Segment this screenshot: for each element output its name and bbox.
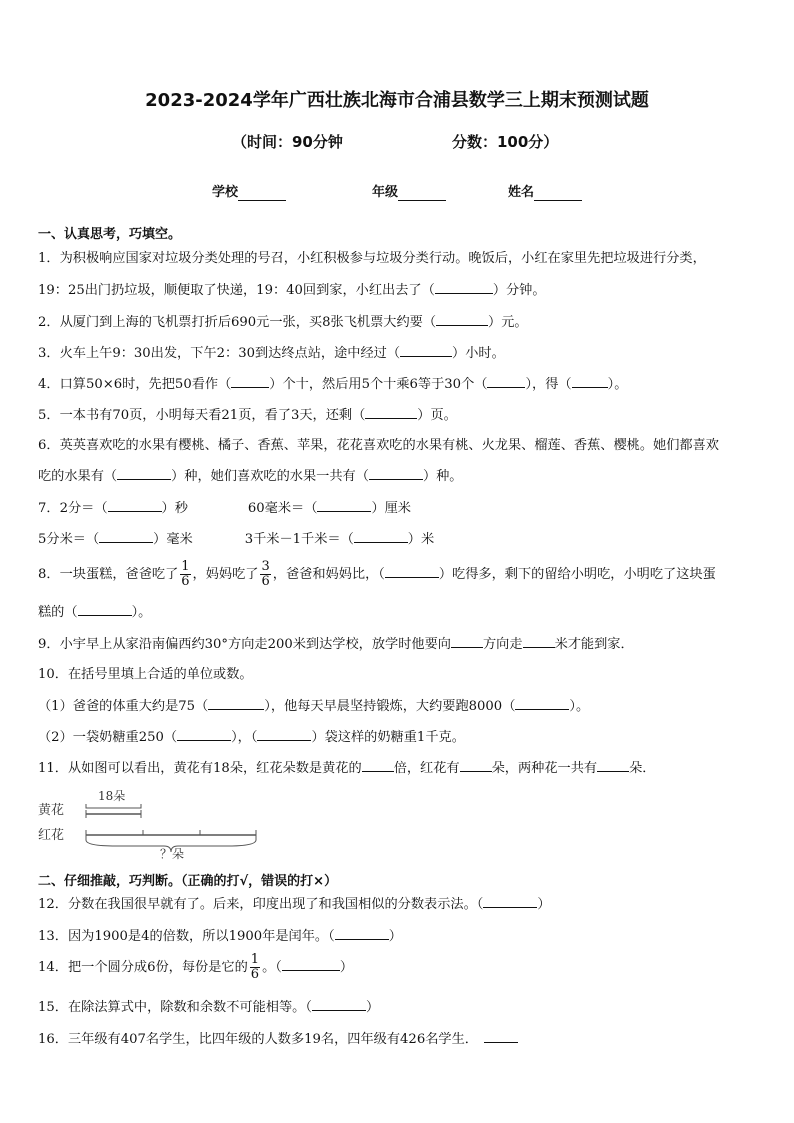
exam-score: 分数：100分） xyxy=(452,133,559,151)
question-1-line-1: 1．为积极响应国家对垃圾分类处理的号召，小红积极参与垃圾分类行动。晚饭后，小红在家里先把垃圾进行分类， xyxy=(38,251,706,266)
section-2-heading: 二、仔细推敲，巧判断。（正确的打√，错误的打×） xyxy=(38,874,338,889)
question-1-line-2: 19：25出门扔垃圾，顺便取了快递，19：40回到家，小红出去了（ ）分钟。 xyxy=(38,283,546,298)
answer-blank[interactable] xyxy=(515,697,569,710)
name-label: 姓名 xyxy=(508,185,535,200)
fraction-three-sixths: $\frac{3}{6}$ xyxy=(261,559,270,589)
question-8-line-2: 糕的（ ）。 xyxy=(38,605,152,620)
page-title: 2023-2024学年广西壮族北海市合浦县数学三上期末预测试题 xyxy=(145,90,649,111)
question-14: 14．把一个圆分成6份，每份是它的 $\frac{1}{6}$ 。（ ） xyxy=(38,952,354,982)
question-10-part-2: （2）一袋奶糖重250（ ），（ ）袋这样的奶糖重1千克。 xyxy=(38,730,465,745)
answer-blank[interactable] xyxy=(484,1030,518,1043)
fraction-one-sixth: $\frac{1}{6}$ xyxy=(250,952,260,982)
answer-blank[interactable] xyxy=(78,603,132,616)
bottom-label: ？朵 xyxy=(160,847,185,861)
yellow-flower-label: 黄花 xyxy=(38,803,65,818)
question-12: 12．分数在我国很早就有了。后来，印度出现了和我国相似的分数表示法。（ ） xyxy=(38,897,551,912)
answer-blank[interactable] xyxy=(208,697,264,710)
answer-blank[interactable] xyxy=(597,759,629,772)
question-7-line-2: 5分米＝（ ）毫米 3千米－1千米＝（ ）米 xyxy=(38,532,435,547)
answer-blank[interactable] xyxy=(451,635,483,648)
question-13: 13．因为1900是4的倍数，所以1900年是闰年。（ ） xyxy=(38,929,402,944)
question-15: 15．在除法算式中，除数和余数不可能相等。（ ） xyxy=(38,1000,380,1015)
answer-blank[interactable] xyxy=(108,499,162,512)
answer-blank[interactable] xyxy=(231,375,269,388)
answer-blank[interactable] xyxy=(312,998,366,1011)
answer-blank[interactable] xyxy=(436,313,488,326)
question-11: 11．从如图可以看出，黄花有18朵，红花朵数是黄花的 倍，红花有 朵，两种花一共有 朵． xyxy=(38,761,656,776)
answer-blank[interactable] xyxy=(435,281,493,294)
answer-blank[interactable] xyxy=(487,375,525,388)
answer-blank[interactable] xyxy=(362,759,394,772)
answer-blank[interactable] xyxy=(117,467,171,480)
grade-label: 年级 xyxy=(372,185,399,200)
answer-blank[interactable] xyxy=(572,375,608,388)
section-1-heading: 一、认真思考，巧填空。 xyxy=(38,227,182,242)
grade-field[interactable] xyxy=(372,181,446,201)
flower-bar-diagram xyxy=(36,786,266,862)
question-7-line-1: 7．2分＝（ ）秒 60毫米＝（ ）厘米 xyxy=(38,501,411,516)
name-field[interactable] xyxy=(508,181,582,201)
question-5: 5．一本书有70页，小明每天看21页，看了3天，还剩（ ）页。 xyxy=(38,408,457,423)
answer-blank[interactable] xyxy=(257,728,311,741)
question-8-line-1: 8．一块蛋糕，爸爸吃了 $\frac{1}{6}$ ，妈妈吃了 $\frac{3}{6}$ ，爸爸和妈妈比，（ ）吃得多，剩下的留给小明吃，小明吃了这块蛋 xyxy=(38,559,716,589)
answer-blank[interactable] xyxy=(523,635,555,648)
exam-time: （时间：90分钟 xyxy=(232,133,343,151)
answer-blank[interactable] xyxy=(365,406,417,419)
fraction-one-sixth: $\frac{1}{6}$ xyxy=(181,559,190,589)
answer-blank[interactable] xyxy=(317,499,371,512)
answer-blank[interactable] xyxy=(400,344,452,357)
answer-blank[interactable] xyxy=(177,728,231,741)
question-3: 3．火车上午9：30出发，下午2：30到达终点站，途中经过（ ）小时。 xyxy=(38,346,505,361)
red-flower-label: 红花 xyxy=(38,828,65,843)
answer-blank[interactable] xyxy=(282,958,340,971)
answer-blank[interactable] xyxy=(460,759,492,772)
answer-blank[interactable] xyxy=(99,530,153,543)
answer-blank[interactable] xyxy=(354,530,408,543)
question-10: 10．在括号里填上合适的单位或数。 xyxy=(38,667,253,682)
question-16: 16．三年级有407名学生，比四年级的人数多19名，四年级有426名学生． xyxy=(38,1030,518,1049)
question-6-line-2: 吃的水果有（ ）种，她们喜欢吃的水果一共有（ ）种。 xyxy=(38,469,463,484)
top-label: 18朵 xyxy=(98,789,126,803)
answer-blank[interactable] xyxy=(385,565,439,578)
question-2: 2．从厦门到上海的飞机票打折后690元一张，买8张飞机票大约要（ ）元。 xyxy=(38,315,528,330)
answer-blank[interactable] xyxy=(369,467,423,480)
answer-blank[interactable] xyxy=(335,927,389,940)
question-9: 9．小宇早上从家沿南偏西约30°方向走200米到达学校，放学时他要向 方向走 米才能到家． xyxy=(38,637,634,652)
question-6-line-1: 6．英英喜欢吃的水果有樱桃、橘子、香蕉、苹果，花花喜欢吃的水果有桃、火龙果、榴莲、香蕉、樱桃。她们都喜欢 xyxy=(38,438,719,453)
question-4: 4．口算50×6时，先把50看作（ ）个十，然后用5个十乘6等于30个（ ），得（ ）。 xyxy=(38,377,628,392)
school-label: 学校 xyxy=(212,185,239,200)
school-field[interactable] xyxy=(212,181,286,201)
top-brace xyxy=(86,804,141,808)
question-10-part-1: （1）爸爸的体重大约是75（ ），他每天早晨坚持锻炼，大约要跑8000（ ）。 xyxy=(38,699,590,714)
answer-blank[interactable] xyxy=(483,895,537,908)
